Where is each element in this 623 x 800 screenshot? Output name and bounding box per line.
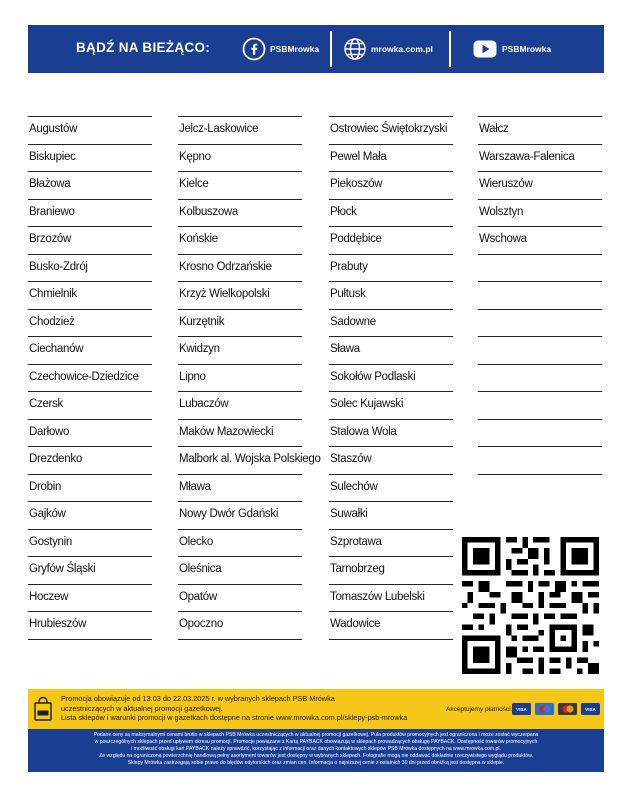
store-item: Gostynin: [28, 529, 152, 557]
store-item: Opatów: [178, 584, 302, 612]
legal-line: w poszczególnych sklepach przed upływem okresu promocji. Promocje powiązane z Kartą PAYBACK obowiązują w sklepach prowadzących obsługę PAYBACK. Dostępność towarów promocyjnych: [94, 738, 538, 745]
store-column-1: [28, 116, 152, 641]
youtube-label: PSBMrowka: [502, 44, 552, 54]
legal-footer: [28, 729, 604, 772]
store-item: Chodzież: [28, 309, 152, 337]
store-item: Prabuty: [329, 254, 453, 282]
store-item: Suwałki: [329, 501, 453, 529]
store-item: Staszów: [329, 446, 453, 474]
facebook-label: PSBMrowka: [270, 44, 320, 54]
legal-line: Sklepy Mrówka zastrzegają sobie prawo do błędów edytorskich oraz zmian cen. Informacja o najniższej cenie z ostatnich 30 dni przed obniżką jest dostępna w sklepie.: [127, 759, 505, 766]
youtube-link[interactable]: [472, 36, 551, 62]
store-item: Hrubieszów: [28, 611, 152, 639]
store-item: Krzyż Wielkopolski: [178, 281, 302, 309]
store-item: Wadowice: [329, 611, 453, 639]
store-item: Wieruszów: [478, 171, 602, 199]
store-item: Ostrowiec Świętokrzyski: [329, 116, 453, 144]
globe-icon: [343, 37, 367, 61]
store-item: Błażowa: [28, 171, 152, 199]
website-link[interactable]: [343, 36, 433, 62]
store-item: Chmielnik: [28, 281, 152, 309]
store-item: Piekoszów: [329, 171, 453, 199]
store-item: Kielce: [178, 171, 302, 199]
header-divider: [330, 31, 332, 67]
store-item: Kępno: [178, 144, 302, 172]
store-item: Hoczew: [28, 584, 152, 612]
payment-cards: [512, 703, 600, 715]
store-item: Augustów: [28, 116, 152, 144]
store-item: Drobin: [28, 474, 152, 502]
store-item: Wolsztyn: [478, 199, 602, 227]
store-item: Kolbuszowa: [178, 199, 302, 227]
store-item: Płock: [329, 199, 453, 227]
store-item: Darłowo: [28, 419, 152, 447]
store-item: Drezdenko: [28, 446, 152, 474]
store-column-3: [329, 116, 453, 641]
store-item: Tarnobrzeg: [329, 556, 453, 584]
list-end-line: [28, 639, 152, 641]
store-item: Maków Mazowiecki: [178, 419, 302, 447]
store-item: Opoczno: [178, 611, 302, 639]
store-item: Pewel Mała: [329, 144, 453, 172]
legal-line: Ze względu na ograniczoną powierzchnię handlową pełny asortyment towarów jest dostępny w wybranych sklepach. Fotografie mogą nie oddawać dokładnie rzeczywistego wyglądu produktów.: [99, 752, 533, 759]
legal-line: Podane ceny są maksymalnymi cenami brutto w sklepach PSB Mrówka uczestniczących w aktualnej promocji gazetkowej. Pula produktów promocyjnych jest ograniczona i może zostać wyczerpana: [93, 732, 539, 738]
store-item: Lipno: [178, 364, 302, 392]
store-item: Kurzętnik: [178, 309, 302, 337]
empty-row: [478, 391, 602, 419]
store-item: Olecko: [178, 529, 302, 557]
website-label: mrowka.com.pl: [371, 44, 433, 54]
maestro-icon: [535, 703, 554, 715]
store-item: Wałcz: [478, 116, 602, 144]
promo-text: [61, 694, 407, 723]
store-item: Końskie: [178, 226, 302, 254]
store-item: Jelcz-Laskowice: [178, 116, 302, 144]
visa-icon: VISA: [581, 703, 600, 715]
store-item: Tomaszów Lubelski: [329, 584, 453, 612]
payments-label: Akceptujemy płatności:: [446, 706, 513, 713]
store-item: Ciechanów: [28, 336, 152, 364]
store-item: Sława: [329, 336, 453, 364]
list-end-line: [478, 474, 602, 476]
promo-scope: uczestniczących w aktualnej promocji gazetkowej.: [61, 703, 223, 713]
empty-row: [478, 281, 602, 309]
store-item: Pułtusk: [329, 281, 453, 309]
store-item: Stalowa Wola: [329, 419, 453, 447]
social-header-bar: [28, 25, 604, 73]
store-item: Gajków: [28, 501, 152, 529]
store-item: Nowy Dwór Gdański: [178, 501, 302, 529]
store-item: Sulechów: [329, 474, 453, 502]
empty-row: [478, 309, 602, 337]
store-column-2: [178, 116, 321, 641]
store-item: Czersk: [28, 391, 152, 419]
store-item: Malbork al. Wojska Polskiego: [178, 446, 302, 474]
qr-code[interactable]: [462, 537, 599, 674]
empty-row: [478, 446, 602, 474]
store-item: Szprotawa: [329, 529, 453, 557]
store-item: Krosno Odrzańskie: [178, 254, 302, 282]
header-slogan: BĄDŹ NA BIEŻĄCO:: [76, 40, 211, 55]
store-column-4: [478, 116, 602, 476]
shopping-bag-icon: [34, 697, 52, 721]
promo-bar: [28, 689, 604, 729]
empty-row: [478, 364, 602, 392]
facebook-icon: [242, 37, 266, 61]
store-item: Gryfów Śląski: [28, 556, 152, 584]
promo-stores-link[interactable]: Lista sklepów i warunki promocji w gazetkach dostępne na stronie www.mrowka.com.pl/sklepy-psb-mrowka: [61, 713, 408, 723]
store-item: Warszawa-Falenica: [478, 144, 602, 172]
store-item: Sokołów Podlaski: [329, 364, 453, 392]
store-item: Lubaczów: [178, 391, 302, 419]
promo-dates: Promocja obowiązuje od 13.03 do 22.03.2025 r. w wybranych sklepach PSB Mrówka: [61, 694, 335, 703]
mastercard-icon: [558, 703, 577, 715]
header-divider: [449, 31, 451, 67]
store-item: Sadowne: [329, 309, 453, 337]
store-item: Solec Kujawski: [329, 391, 453, 419]
youtube-icon: [472, 37, 498, 61]
facebook-link[interactable]: [242, 36, 319, 62]
store-item: Oleśnica: [178, 556, 302, 584]
list-end-line: [178, 639, 302, 641]
visa-electron-icon: VISA: [512, 703, 531, 715]
store-item: Biskupiec: [28, 144, 152, 172]
store-item: Poddębice: [329, 226, 453, 254]
store-item: Kwidzyn: [178, 336, 302, 364]
store-item: Wschowa: [478, 226, 602, 254]
legal-line: i możliwość obsługi kart PAYBACK należy sprawdzić, korzystając z informacji oraz danych kontaktowych sklepów PSB Mrówka dostępnych na www.mrowka.com.pl.: [131, 745, 501, 752]
store-item: Brzozów: [28, 226, 152, 254]
store-item: Czechowice-Dziedzice: [28, 364, 152, 392]
list-end-line: [329, 639, 453, 641]
empty-row: [478, 419, 602, 447]
store-item: Mława: [178, 474, 302, 502]
empty-row: [478, 254, 602, 282]
store-item: Braniewo: [28, 199, 152, 227]
store-item: Busko-Zdrój: [28, 254, 152, 282]
empty-row: [478, 336, 602, 364]
